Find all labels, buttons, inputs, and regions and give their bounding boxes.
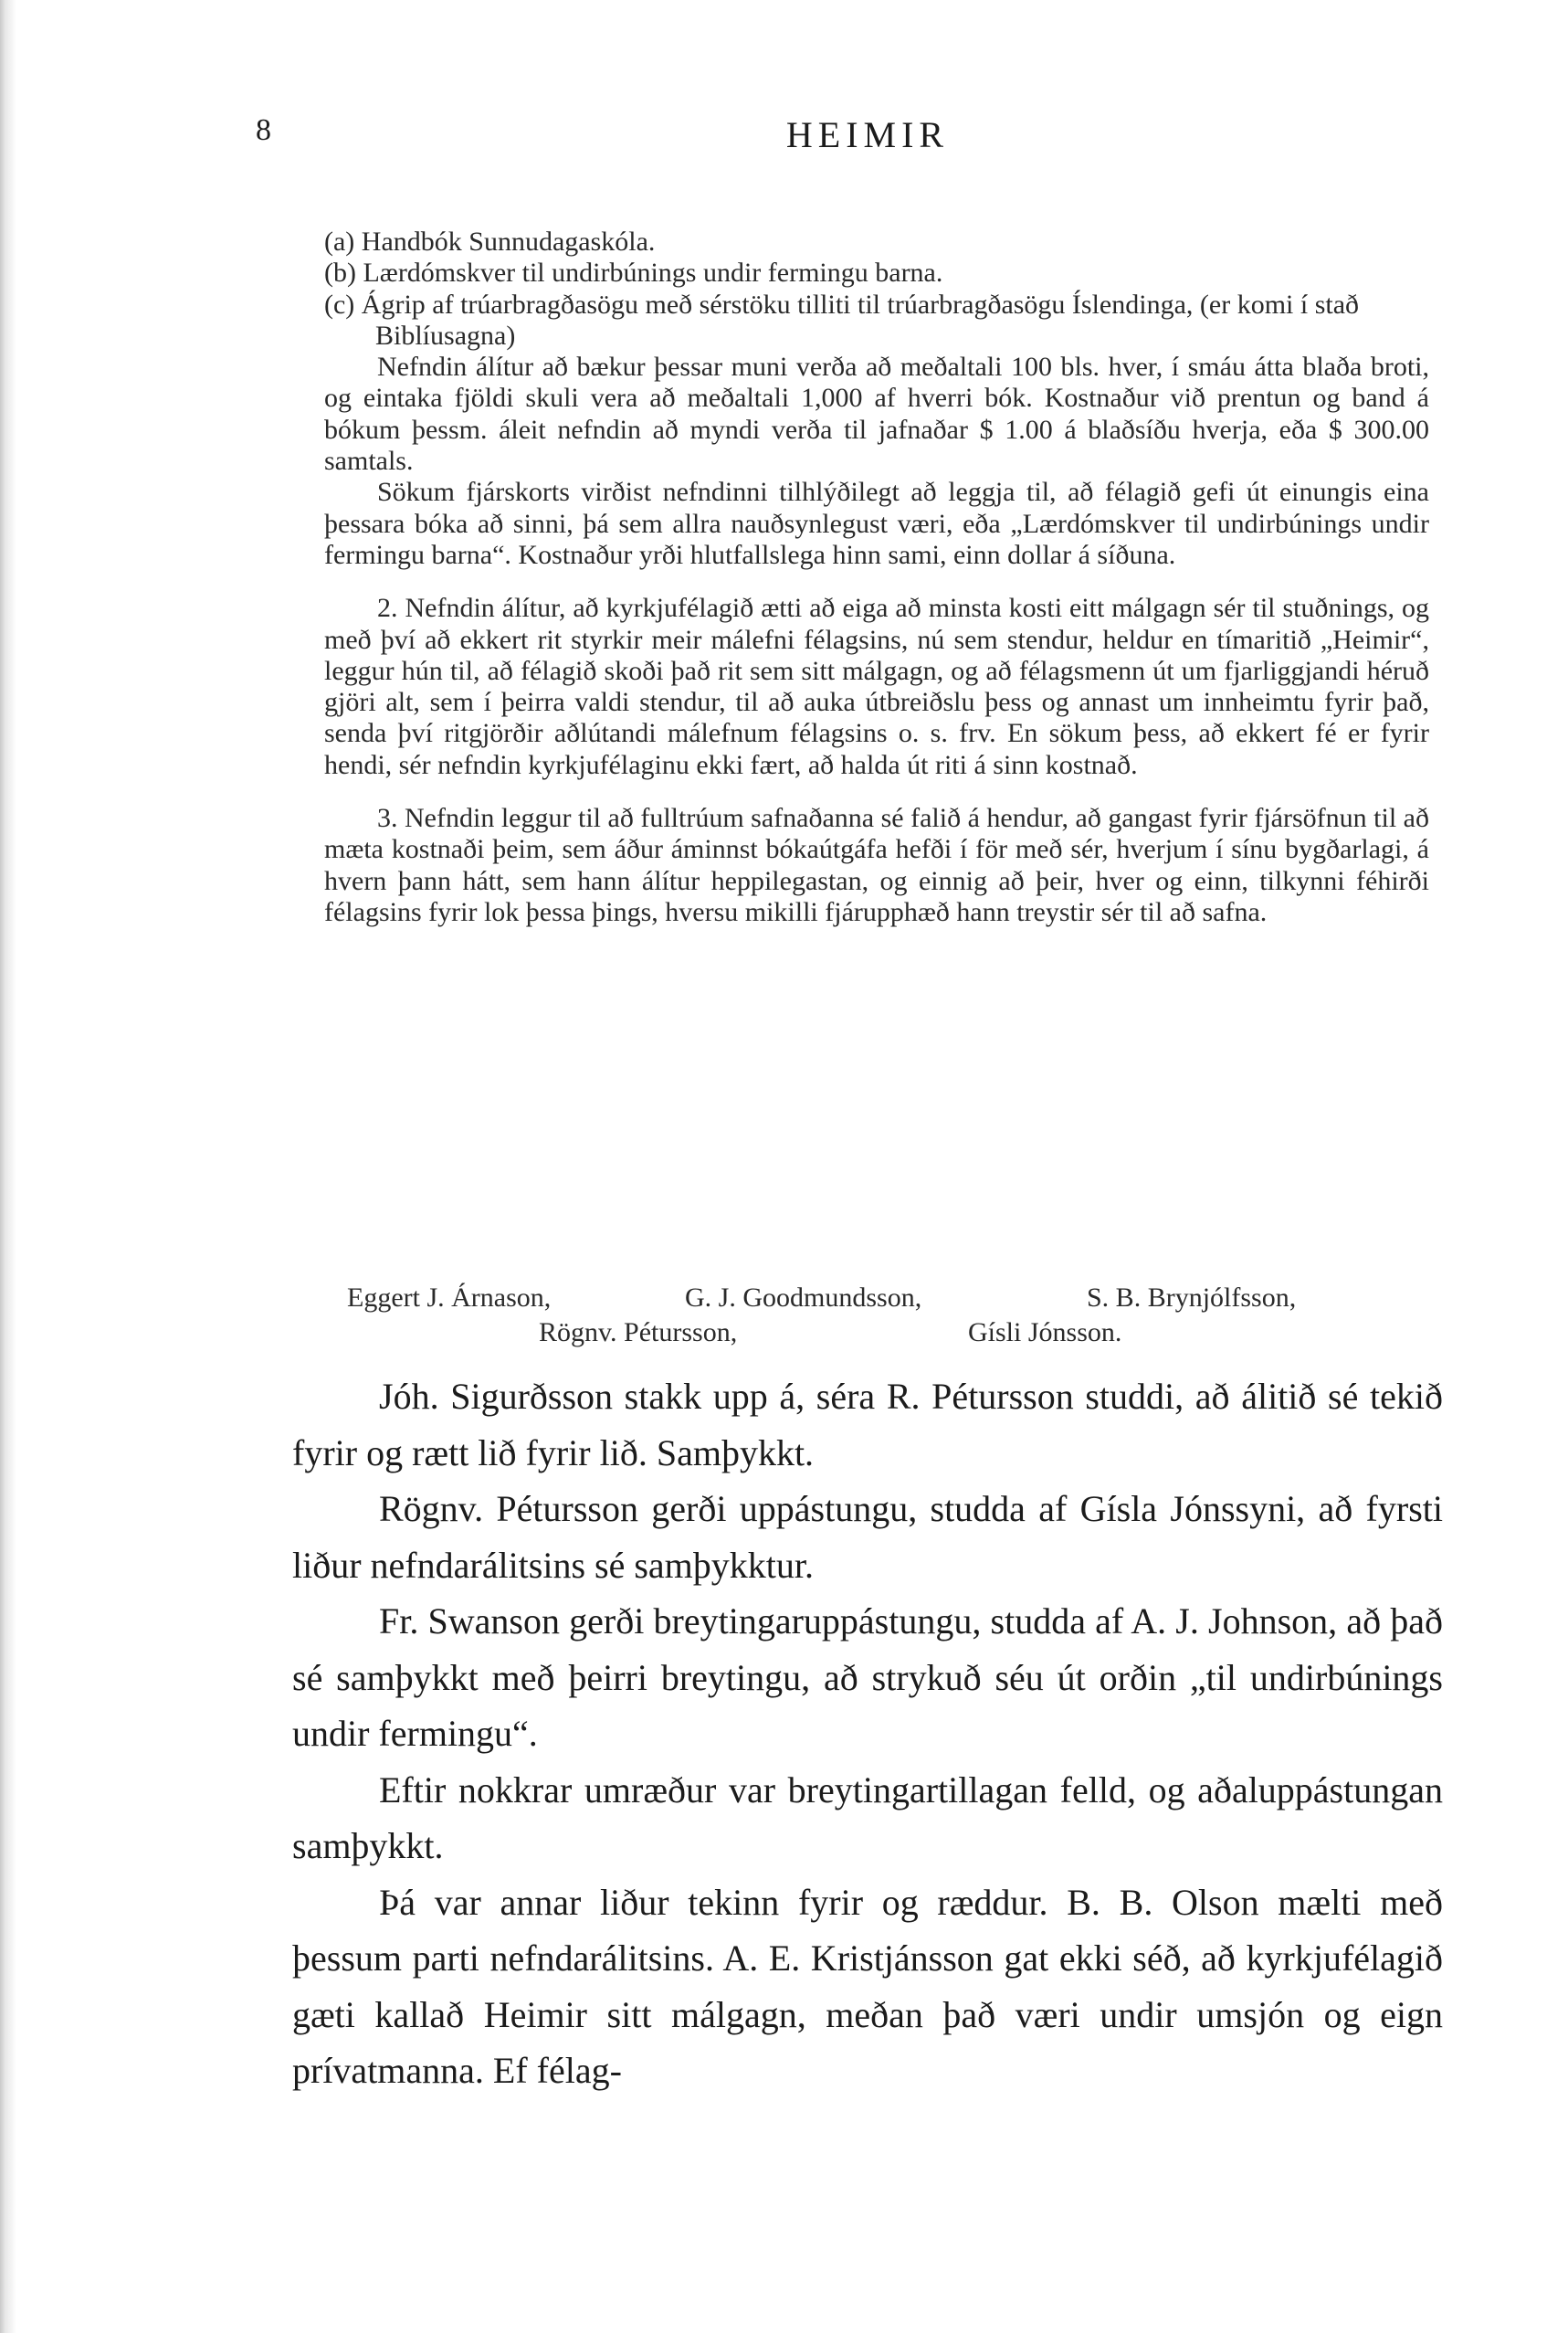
signature-row-2 <box>347 1315 1443 1350</box>
page-number: 8 <box>256 113 271 147</box>
report-list-item-c: (c) Ágrip af trúarbragðasögu með sérstöku tilliti til trúarbragðasögu Íslendinga, (er komi í stað Biblíusagna) <box>324 289 1360 351</box>
report-paragraph-funds: Sökum fjárskorts virðist nefndinni tilhlýðilegt að leggja til, að félagið gefi út einungis eina þessara bóka að sinni, þá sem allra nauðsynlegust væri, eða „Lærdómskver til undirbúnings undir fermingu barna“. Kostnaður yrði hlutfallslega hinn sami, einn dollar á síðuna. <box>324 477 1429 570</box>
scan-edge-shadow <box>0 0 16 2333</box>
report-list-item-b: (b) Lærdómskver til undirbúnings undir fermingu barna. <box>324 258 943 289</box>
report-paragraph-3: 3. Nefndin leggur til að fulltrúum safnaðanna sé falið á hendur, að gangast fyrir fjársöfnun til að mæta kostnaði þeim, sem áður áminnst bókaútgáfa hefði í för með sér, hverjum í sínu bygðarlagi, á hvern þann hátt, sem hann álítur heppilegastan, og einnig að þeir, hver og einn, tilkynni féhirði félagsins fyrir lok þessa þings, hversu mikilli fjárupphæð hann treystir sér til að safna. <box>324 803 1429 927</box>
page-header <box>256 113 1443 159</box>
signature-row-1 <box>347 1281 1443 1315</box>
report-paragraph-2: 2. Nefndin álítur, að kyrkjufélagið ætti að eiga að minsta kosti eitt málgagn sér til stuðnings, og með því að ekkert rit styrkir meir málefni félagsins, nú sem stendur, heldur en tímaritið „Heimir“, leggur hún til, að félagið skoði það rit sem sitt málgagn, og að félagsmenn út um fjarliggjandi héruð gjöri alt, sem í þeirra valdi stendur, til að auka útbreiðslu þess og annast um innheimtu fyrir það, senda því ritgjörðir aðlútandi málefnum félagsins o. s. frv. En sökum þess, að ekkert fé er fyrir hendi, sér nefndin kyrkjufélaginu ekki fært, að halda út riti á sinn kostnað. <box>324 593 1429 780</box>
report-list-item-a: (a) Handbók Sunnudagaskóla. <box>324 227 656 257</box>
signature: Eggert J. Árnason, <box>347 1283 552 1313</box>
minutes-paragraph: Þá var annar liður tekinn fyrir og ræddur. B. B. Olson mælti með þessum parti nefndarálitsins. A. E. Kristjánsson gat ekki séð, að kyrkjufélagið gæti kallað Heimir sitt málgagn, meðan það væri undir umsjón og eign prívatmanna. Ef félag- <box>292 1881 1443 2091</box>
minutes-paragraph: Eftir nokkrar umræður var breytingartillagan felld, og aðaluppástungan samþykkt. <box>292 1768 1443 1866</box>
meeting-minutes <box>292 1368 1443 2099</box>
minutes-paragraph: Rögnv. Pétursson gerði uppástungu, studda af Gísla Jónssyni, að fyrsti liður nefndarálitsins sé samþykktur. <box>292 1488 1443 1586</box>
signature: G. J. Goodmundsson, <box>685 1283 922 1313</box>
signature: Gísli Jónsson. <box>968 1317 1122 1347</box>
running-head: HEIMIR <box>785 114 950 155</box>
signatures <box>347 1281 1443 1350</box>
minutes-paragraph: Fr. Swanson gerði breytingaruppástungu, studda af A. J. Johnson, að það sé samþykkt með þeirri breytingu, að strykuð séu út orðin „til undirbúnings undir fermingu“. <box>292 1600 1443 1754</box>
committee-report <box>324 227 1429 928</box>
signature: S. B. Brynjólfsson, <box>1087 1283 1297 1313</box>
signature: Rögnv. Pétursson, <box>539 1317 738 1347</box>
report-paragraph-cost: Nefndin álítur að bækur þessar muni verða að meðaltali 100 bls. hver, í smáu átta blaða broti, og eintaka fjöldi skuli vera að meðaltali 1,000 af hverri bók. Kostnaður við prentun og band á bókum þessm. áleit nefndin að myndi verða til jafnaðar $ 1.00 á blaðsíðu hverja, eða $ 300.00 samtals. <box>324 352 1429 477</box>
minutes-paragraph: Jóh. Sigurðsson stakk upp á, séra R. Pétursson studdi, að álitið sé tekið fyrir og rætt lið fyrir lið. Samþykkt. <box>292 1376 1443 1473</box>
